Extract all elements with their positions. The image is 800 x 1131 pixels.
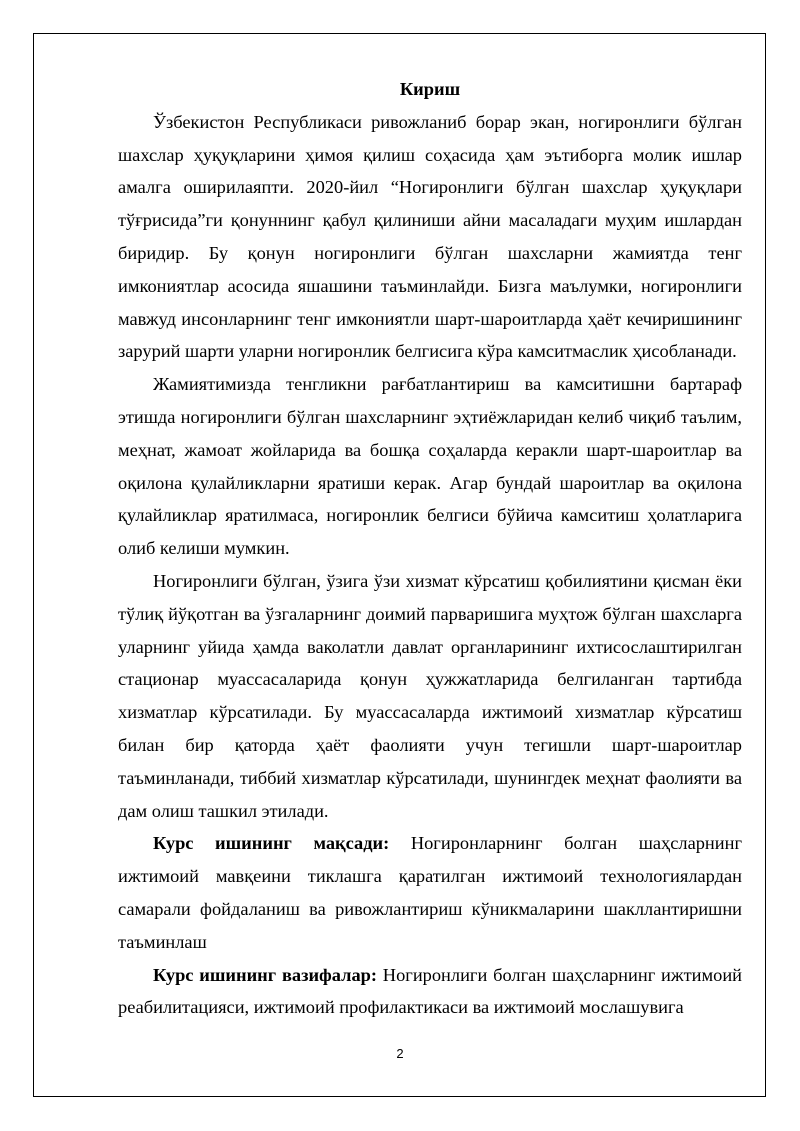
paragraph-goal [118,827,742,958]
document-body [118,73,742,1024]
paragraph-tasks [118,959,742,1025]
paragraph-3-text: Ногиронлиги бўлган, ўзига ўзи хизмат кўрсатиш қобилиятини қисман ёки тўлиқ йўқотган ва ўзгаларнинг доимий парваришига муҳтож бўлган шахсларга уларнинг уйида ҳамда ваколатли давлат органларининг ихтисослаштирилган стационар муассасаларида қонун ҳужжатларида белгиланган тартибда хизматлар кўрсатилади. Бу муассасаларда ижтимоий хизматлар кўрсатиш билан бир қаторда ҳаёт фаолияти учун тегишли шарт-шароитлар таъминланади, тиббий хизматлар кўрсатилади, шунингдек меҳнат фаолияти ва дам олиш ташкил этилади. [118,570,742,821]
goal-text: Ногиронларнинг болган шаҳсларнинг ижтимоий мавқеини тиклашга қаратилган ижтимоий технологиялардан самарали фойдаланиш ва ривожлантириш кўникмаларини шакллантиришни таъминлаш [118,833,742,952]
tasks-label: Курс ишининг вазифалар: [153,964,377,985]
paragraph-1-text: Ўзбекистон Республикаси ривожланиб борар экан, ногиронлиги бўлган шахслар ҳуқуқларини ҳимоя қилиш соҳасида ҳам эътиборга молик ишлар амалга оширилаяпти. 2020-йил “Ногиронлиги бўлган шахслар ҳуқуқлари тўғрисида”ги қонуннинг қабул қилиниши айни масаладаги муҳим ишлардан биридир. Бу қонун ногиронлиги бўлган шахсларни жамиятда тенг имкониятлар асосида яшашини таъминлайди. Бизга маълумки, ногиронлиги мавжуд инсонларнинг тенг имкониятли шарт-шароитларда ҳаёт кечиришининг зарурий шарти уларни ногиронлик белгисига кўра камситмаслик ҳисобланади. [118,111,742,362]
goal-label: Курс ишининг мақсади: [153,833,390,854]
tasks-text: Ногиронлиги болган шаҳсларнинг ижтимоий реабилитацияси, ижтимоий профилактикаси ва ижтимоий мослашувига [118,964,742,1018]
section-title: Кириш [399,79,461,99]
paragraph-2-text: Жамиятимизда тенгликни рағбатлантириш ва камситишни бартараф этишда ногиронлиги бўлган шахсларнинг эҳтиёжларидан келиб чиқиб таълим, меҳнат, жамоат жойларида ва бошқа соҳаларда керакли шарт-шароитлар ва оқилона қулайликларни яратиши керак. Агар бундай шароитлар ва оқилона қулайликлар яратилмаса, ногиронлик белгиси бўйича камситиш ҳолатларига олиб келиши мумкин. [118,374,742,559]
paragraph-2 [118,368,742,565]
paragraph-3 [118,565,742,827]
paragraph-1 [118,106,742,368]
page-number: 2 [396,1046,404,1061]
